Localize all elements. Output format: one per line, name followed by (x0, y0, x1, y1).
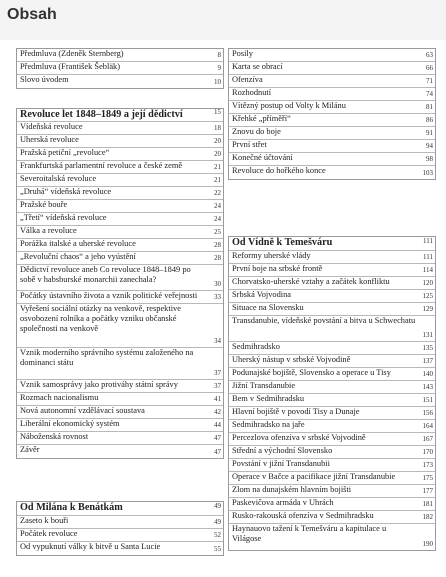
toc-box (16, 501, 224, 556)
toc-entry[interactable] (229, 511, 435, 524)
toc-page-number: 137 (422, 357, 433, 365)
toc-entry[interactable] (229, 290, 435, 303)
toc-page-number: 33 (214, 293, 221, 301)
toc-entry-title: Předmluva (František Šebläk) (20, 62, 121, 71)
toc-entry-title: Rozhodnutí (232, 88, 272, 97)
toc-entry-title: Od Vídně k Temešváru (232, 237, 333, 248)
toc-page-number: 103 (422, 169, 433, 177)
toc-page-number: 143 (422, 383, 433, 391)
toc-entry[interactable] (229, 381, 435, 394)
toc-entry-title: „Revoluční chaos“ a jeho vyústění (20, 252, 136, 261)
toc-box (16, 48, 224, 89)
toc-entry-title: Válka a revoluce (20, 226, 77, 235)
toc-entry[interactable] (229, 485, 435, 498)
toc-entry[interactable] (17, 174, 223, 187)
toc-page-number: 30 (214, 280, 221, 288)
toc-entry[interactable] (229, 498, 435, 511)
toc-page-number: 20 (214, 137, 221, 145)
toc-page-number: 49 (214, 502, 221, 510)
toc-entry-title: Sedmihradsko (232, 342, 280, 351)
toc-page-number: 190 (422, 540, 433, 548)
toc-page-number: 94 (426, 142, 433, 150)
toc-page-number: 156 (422, 409, 433, 417)
toc-page-number: 170 (422, 448, 433, 456)
toc-entry[interactable] (17, 516, 223, 529)
toc-entry[interactable] (229, 114, 435, 127)
toc-box (16, 108, 224, 459)
toc-entry-title: Rusko-rakouská ofenzíva v Sedmihradsku (232, 511, 374, 520)
toc-entry[interactable] (17, 291, 223, 304)
toc-entry[interactable] (17, 75, 223, 88)
toc-entry-title: První boje na srbské frontě (232, 264, 323, 273)
toc-entry-title: Zlom na dunajském hlavním bojišti (232, 485, 352, 494)
toc-page-number: 47 (214, 448, 221, 456)
toc-page-number: 167 (422, 435, 433, 443)
toc-entry[interactable] (229, 316, 435, 342)
toc-page-number: 151 (422, 396, 433, 404)
toc-entry[interactable] (229, 446, 435, 459)
toc-entry-title: Transdanubie, vídeňské povstání a bitva u Schwechatu (232, 316, 416, 325)
toc-entry[interactable] (17, 213, 223, 226)
toc-page-number: 98 (426, 155, 433, 163)
toc-page-number: 25 (214, 228, 221, 236)
toc-entry-title: Bem v Sedmihradsku (232, 394, 305, 403)
toc-entry[interactable] (17, 348, 223, 380)
toc-page-number: 164 (422, 422, 433, 430)
toc-entry-title: Revoluce let 1848–1849 a její dědictví (20, 109, 183, 120)
toc-page-number: 41 (214, 395, 221, 403)
toc-page-number: 8 (217, 51, 221, 59)
toc-entry[interactable] (229, 153, 435, 166)
toc-entry-title: Předmluva (Zdeněk Sternberg) (20, 49, 124, 58)
toc-entry-title: Jižní Transdanubie (232, 381, 296, 390)
toc-entry-title: „Třetí“ vídeňská revoluce (20, 213, 107, 222)
toc-entry-title: Povstání v jižní Transdanubii (232, 459, 330, 468)
toc-entry-title: Náboženská rovnost (20, 432, 89, 441)
toc-entry-title: Pražská petiční „revoluce“ (20, 148, 110, 157)
toc-page-number: 125 (422, 292, 433, 300)
toc-page-number: 37 (214, 369, 221, 377)
toc-entry-title: Dědictví revoluce aneb Co revoluce 1848–1849 po sobě v habsburské monarchii zanechala? (20, 265, 191, 284)
toc-entry[interactable] (229, 75, 435, 88)
toc-entry[interactable] (229, 355, 435, 368)
toc-entry-title: Nová autonomní vzdělávací soustava (20, 406, 145, 415)
toc-page-number: 34 (214, 337, 221, 345)
toc-entry-title: Hlavní bojiště v povodí Tisy a Dunaje (232, 407, 360, 416)
toc-page-number: 86 (426, 116, 433, 124)
toc-entry-title: Vídeňská revoluce (20, 122, 83, 131)
toc-page-number: 52 (214, 531, 221, 539)
toc-page-number: 111 (423, 253, 433, 261)
toc-entry-title: Haynauovo tažení k Temešváru a kapitulace u Világose (232, 524, 387, 543)
toc-page-number: 20 (214, 150, 221, 158)
toc-entry-title: Operace v Bačce a pacifikace jižní Transdanubie (232, 472, 396, 481)
toc-page-number: 71 (426, 77, 433, 85)
toc-entry[interactable] (17, 542, 223, 555)
toc-entry[interactable] (229, 49, 435, 62)
toc-entry[interactable] (17, 148, 223, 161)
toc-entry[interactable] (17, 122, 223, 135)
toc-entry-title: Podunajské bojiště, Slovensko a operace u Tisy (232, 368, 391, 377)
toc-entry-title: Srbská Vojvodina (232, 290, 292, 299)
toc-page-number: 111 (423, 237, 433, 245)
toc-section-heading[interactable] (17, 109, 223, 122)
toc-page-number: 24 (214, 215, 221, 223)
toc-entry[interactable] (229, 264, 435, 277)
toc-entry-title: Střední a východní Slovensko (232, 446, 333, 455)
toc-page-number: 114 (422, 266, 433, 274)
toc-entry[interactable] (17, 304, 223, 348)
toc-page-number: 131 (422, 331, 433, 339)
toc-page-number: 120 (422, 279, 433, 287)
toc-entry-title: Konečné účtování (232, 153, 293, 162)
toc-page-number: 66 (426, 64, 433, 72)
toc-box (228, 236, 436, 551)
toc-entry[interactable] (229, 303, 435, 316)
toc-entry-title: Vznik samosprávy jako protiváhy státní správy (20, 380, 178, 389)
toc-entry[interactable] (229, 472, 435, 485)
toc-entry-title: Severoitalská revoluce (20, 174, 97, 183)
toc-page-number: 55 (214, 545, 221, 553)
toc-entry-title: Závěr (20, 445, 40, 454)
toc-entry[interactable] (229, 62, 435, 75)
toc-entry-title: Ofenzíva (232, 75, 263, 84)
toc-entry-title: Uherský nástup v srbské Vojvodině (232, 355, 351, 364)
toc-entry-title: Reformy uherské vlády (232, 251, 311, 260)
toc-entry-title: „Druhá“ vídeňská revoluce (20, 187, 112, 196)
toc-entry[interactable] (17, 239, 223, 252)
toc-entry[interactable] (17, 445, 223, 458)
toc-entry[interactable] (17, 226, 223, 239)
toc-page-number: 22 (214, 189, 221, 197)
toc-entry[interactable] (17, 252, 223, 265)
toc-entry[interactable] (229, 88, 435, 101)
toc-page-number: 63 (426, 51, 433, 59)
toc-page-number: 129 (422, 305, 433, 313)
toc-entry[interactable] (17, 380, 223, 393)
toc-page-number: 81 (426, 103, 433, 111)
page-title: Obsah (7, 6, 57, 23)
toc-entry-title: Počátky ústavního života a vznik politické veřejnosti (20, 291, 198, 300)
toc-entry[interactable] (229, 166, 435, 179)
toc-entry-title: Karta se obrací (232, 62, 283, 71)
toc-entry[interactable] (229, 459, 435, 472)
toc-entry-title: Liberální ekonomický systém (20, 419, 120, 428)
toc-section-heading[interactable] (229, 237, 435, 251)
toc-entry-title: Vítězný postup od Volty k Milánu (232, 101, 346, 110)
toc-entry-title: Percezlova ofenzíva v srbské Vojvodině (232, 433, 366, 442)
toc-page-number: 47 (214, 434, 221, 442)
toc-entry-title: Vyřešení sociální otázky na venkově, respektive osvobození rolníka a počátky vzniku občanské společnosti na venkově (20, 304, 181, 333)
toc-page-number: 74 (426, 90, 433, 98)
toc-page-number: 182 (422, 513, 433, 521)
toc-entry[interactable] (17, 529, 223, 542)
toc-page-number: 10 (214, 78, 221, 86)
toc-entry-title: Počátek revoluce (20, 529, 78, 538)
toc-page-number: 42 (214, 408, 221, 416)
toc-entry[interactable] (229, 407, 435, 420)
toc-page-number: 140 (422, 370, 433, 378)
toc-page-number: 135 (422, 344, 433, 352)
toc-entry[interactable] (229, 140, 435, 153)
toc-entry[interactable] (229, 342, 435, 355)
toc-page-number: 28 (214, 254, 221, 262)
toc-entry-title: První střet (232, 140, 267, 149)
toc-page-number: 173 (422, 461, 433, 469)
toc-section-heading[interactable] (17, 502, 223, 516)
toc-entry[interactable] (17, 432, 223, 445)
toc-page-number: 24 (214, 202, 221, 210)
toc-entry[interactable] (17, 419, 223, 432)
toc-entry[interactable] (17, 161, 223, 174)
toc-entry-title: Slovo úvodem (20, 75, 69, 84)
toc-page-number: 21 (214, 163, 221, 171)
toc-page-number: 15 (214, 108, 221, 116)
header-band (0, 0, 446, 40)
toc-page-number: 9 (217, 64, 221, 72)
toc-entry-title: Uherská revoluce (20, 135, 79, 144)
toc-box (228, 48, 436, 180)
toc-entry[interactable] (229, 524, 435, 550)
toc-entry[interactable] (229, 251, 435, 264)
toc-page-number: 177 (422, 487, 433, 495)
toc-entry[interactable] (17, 406, 223, 419)
toc-entry-title: Chorvatsko-uherské vztahy a začátek konfliktu (232, 277, 390, 286)
toc-page-number: 28 (214, 241, 221, 249)
toc-page-number: 181 (422, 500, 433, 508)
toc-entry-title: Frankfurtská parlamentní revoluce a české země (20, 161, 183, 170)
toc-entry-title: Křehké „příměří“ (232, 114, 291, 123)
toc-entry[interactable] (17, 49, 223, 62)
toc-entry-title: Znovu do boje (232, 127, 281, 136)
toc-entry-title: Revoluce do hořkého konce (232, 166, 326, 175)
toc-entry[interactable] (17, 265, 223, 291)
toc-page-number: 21 (214, 176, 221, 184)
toc-page-number: 49 (214, 518, 221, 526)
toc-page-number: 44 (214, 421, 221, 429)
toc-entry[interactable] (17, 200, 223, 213)
toc-entry-title: Paskevičova armáda v Uhrách (232, 498, 334, 507)
toc-entry-title: Situace na Slovensku (232, 303, 304, 312)
toc-entry[interactable] (229, 101, 435, 114)
toc-page-number: 37 (214, 382, 221, 390)
toc-entry-title: Vznik moderního správního systému založeného na dominanci státu (20, 348, 194, 367)
toc-entry-title: Sedmihradsko na jaře (232, 420, 305, 429)
toc-entry-title: Zaseto k bouři (20, 516, 69, 525)
toc-page-number: 91 (426, 129, 433, 137)
toc-entry[interactable] (229, 368, 435, 381)
toc-entry[interactable] (229, 127, 435, 140)
toc-entry[interactable] (17, 62, 223, 75)
toc-entry[interactable] (17, 187, 223, 200)
toc-entry[interactable] (229, 420, 435, 433)
toc-entry-title: Posily (232, 49, 253, 58)
toc-entry[interactable] (229, 433, 435, 446)
toc-entry[interactable] (17, 393, 223, 406)
toc-entry-title: Od Milána k Benátkám (20, 502, 123, 513)
toc-entry-title: Porážka italské a uherské revoluce (20, 239, 136, 248)
toc-entry[interactable] (229, 277, 435, 290)
toc-entry[interactable] (17, 135, 223, 148)
toc-entry[interactable] (229, 394, 435, 407)
toc-entry-title: Pražské bouře (20, 200, 68, 209)
toc-entry-title: Od vypuknutí války k bitvě u Santa Lucie (20, 542, 161, 551)
toc-entry-title: Rozmach nacionalismu (20, 393, 99, 402)
toc-page-number: 18 (214, 124, 221, 132)
toc-page-number: 175 (422, 474, 433, 482)
